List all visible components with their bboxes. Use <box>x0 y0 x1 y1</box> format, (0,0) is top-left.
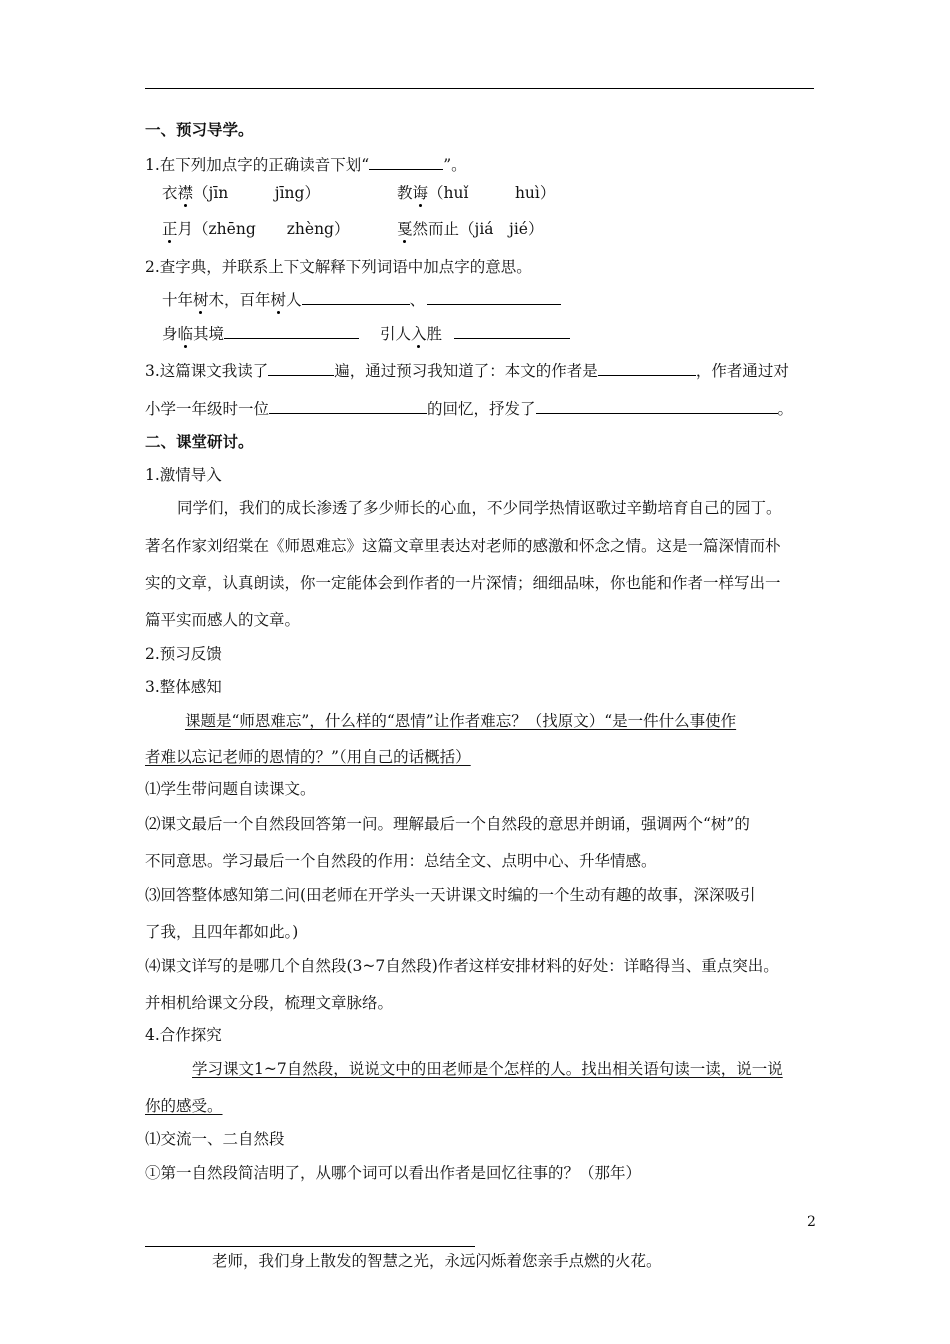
q2-line-2: 身临其境 <box>162 323 359 344</box>
q1-text-before: 1.在下列加点字的正确读音下划“ <box>145 156 370 174</box>
answer-blank[interactable] <box>454 323 570 339</box>
task3-line: 者难以忘记老师的恩情的？”（用自己的话概括） <box>145 748 471 766</box>
answer-blank[interactable] <box>302 289 410 305</box>
task4-line: 你的感受。 <box>145 1097 223 1115</box>
dotted-char: 襟 <box>177 184 194 202</box>
step3-item: ⑷课文详写的是哪几个自然段(3~7自然段)作者这样安排材料的好处：详略得当、重点突出。 <box>145 957 779 975</box>
task4-line: 学习课文1~7自然段，说说文中的田老师是个怎样的人。找出相关语句读一读，说一说 <box>192 1060 783 1078</box>
step3-item: 并相机给课文分段，梳理文章脉络。 <box>145 994 394 1012</box>
step3-item: ⑴学生带问题自读课文。 <box>145 780 316 798</box>
q1-blank <box>369 154 443 170</box>
answer-blank[interactable] <box>598 360 696 376</box>
dotted-char: 正 <box>162 220 178 238</box>
answer-blank[interactable] <box>268 360 334 376</box>
step3-item: ⑶回答整体感知第二问(田老师在开学头一天讲课文时编的一个生动有趣的故事，深深吸引 <box>145 886 756 904</box>
step-4-title: 4.合作探究 <box>145 1026 222 1044</box>
step-3-title: 3.整体感知 <box>145 678 222 696</box>
step4-item: ⑴交流一、二自然段 <box>145 1130 285 1148</box>
step3-item: ⑵课文最后一个自然段回答第一问。理解最后一个自然段的意思并朗诵，强调两个“树”的 <box>145 815 750 833</box>
dotted-char: 诲 <box>412 184 429 202</box>
q1-text-after: ”。 <box>443 156 467 174</box>
answer-blank[interactable] <box>536 398 778 414</box>
step-2-title: 2.预习反馈 <box>145 645 222 663</box>
footer-text: 老师，我们身上散发的智慧之光，永远闪烁着您亲手点燃的火花。 <box>212 1252 662 1270</box>
intro-line: 著名作家刘绍棠在《师恩难忘》这篇文章里表达对老师的感激和怀念之情。这是一篇深情而朴 <box>145 537 781 555</box>
header-rule <box>145 88 814 89</box>
step4-item: ①第一自然段简洁明了，从哪个词可以看出作者是回忆往事的？（那年） <box>145 1164 642 1182</box>
q3-line-2: 小学一年级时一位 的回忆，抒发了 。 <box>145 400 794 418</box>
section2-heading: 二、课堂研讨。 <box>145 432 254 451</box>
q2-prompt: 2.查字典，并联系上下文解释下列词语中加点字的意思。 <box>145 258 532 276</box>
answer-blank[interactable] <box>269 398 427 414</box>
page-number: 2 <box>807 1214 816 1230</box>
step3-item: 了我，且四年都如此。) <box>145 923 299 941</box>
task3-line: 课题是“师恩难忘”，什么样的“恩情”让作者难忘？（找原文）“是一件什么事使作 <box>185 712 737 730</box>
q1-item-4: 戛然而止（jiá jié） <box>397 220 544 238</box>
q2-line-1: 十年树木，百年树人 、 <box>162 289 561 310</box>
dotted-char: 树 <box>270 291 287 309</box>
step-1-title: 1.激情导入 <box>145 466 222 484</box>
intro-line: 实的文章，认真朗读，你一定能体会到作者的一片深情；细细品味，你也能和作者一样写出一 <box>145 574 781 592</box>
q1-item-2: 教诲（huǐ huì） <box>397 184 556 202</box>
q1-item-1: 衣襟（jīn jīng） <box>162 184 320 202</box>
intro-line: 篇平实而感人的文章。 <box>145 611 301 629</box>
section1-heading: 一、预习导学。 <box>145 120 254 139</box>
answer-blank[interactable] <box>427 289 561 305</box>
dotted-char: 树 <box>193 291 209 309</box>
dotted-char: 临 <box>177 325 194 343</box>
q3-line-1: 3.这篇课文我读了 遍，通过预习我知道了：本文的作者是 ，作者通过对 <box>145 362 789 380</box>
intro-line: 同学们，我们的成长渗透了多少师长的心血，不少同学热情讴歌过辛勤培育自己的园丁。 <box>177 499 782 517</box>
q2-line-2b: 引人入胜 <box>380 323 570 344</box>
step3-item: 不同意思。学习最后一个自然段的作用：总结全文、点明中心、升华情感。 <box>145 852 657 870</box>
q1-item-3: 正月（zhēng zhèng） <box>162 220 350 238</box>
q1-prompt <box>145 154 467 175</box>
answer-blank[interactable] <box>224 323 359 339</box>
footer-rule <box>145 1246 475 1247</box>
dotted-char: 戛 <box>397 220 413 238</box>
dotted-char: 入 <box>411 325 427 343</box>
